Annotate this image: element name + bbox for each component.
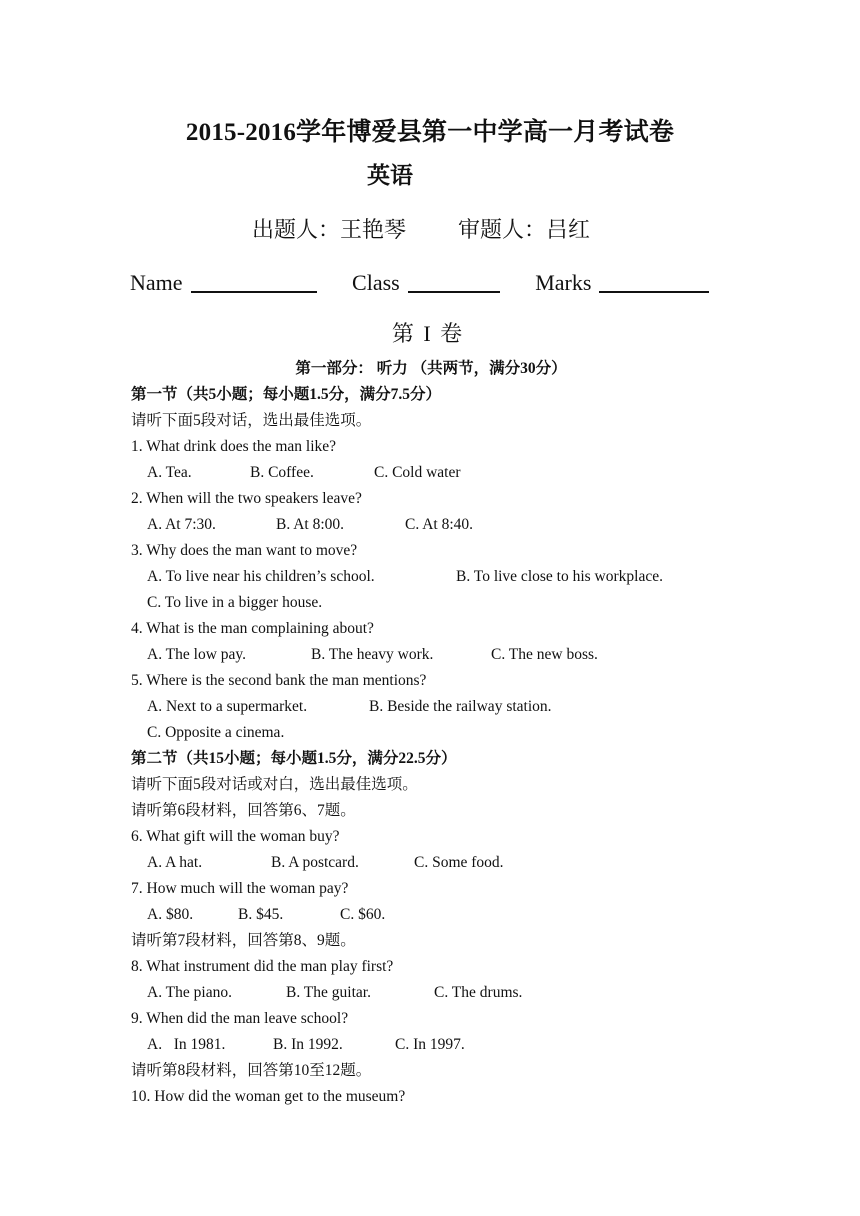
options-1 bbox=[131, 460, 771, 486]
name-label: Name bbox=[130, 270, 183, 295]
setter: 出题人：王艳琴 bbox=[252, 217, 407, 242]
option-1c: C. Cold water bbox=[374, 464, 461, 481]
option-5c: C. Opposite a cinema. bbox=[147, 724, 285, 741]
exam-title: 2015-2016学年博爱县第一中学高一月考试卷 bbox=[185, 119, 675, 146]
options-9 bbox=[131, 1032, 771, 1058]
option-7b: B. $45. bbox=[238, 906, 284, 923]
question-2: 2. When will the two speakers leave? bbox=[131, 490, 362, 507]
option-7c: C. $60. bbox=[340, 906, 386, 923]
part1-heading: 第一部分： 听力 （共两节，满分30分） bbox=[295, 360, 567, 377]
name-field[interactable] bbox=[130, 270, 317, 296]
options-8 bbox=[131, 980, 771, 1006]
question-9: 9. When did the man leave school? bbox=[131, 1010, 349, 1027]
marks-field[interactable] bbox=[535, 270, 709, 296]
option-3b: B. To live close to his workplace. bbox=[456, 568, 663, 585]
options-6 bbox=[131, 850, 771, 876]
option-6b: B. A postcard. bbox=[271, 854, 359, 871]
material-7-instruction: 请听第7段材料，回答第8、9题。 bbox=[131, 932, 356, 949]
marks-blank[interactable] bbox=[599, 273, 709, 293]
option-2b: B. At 8:00. bbox=[276, 516, 345, 533]
question-4: 4. What is the man complaining about? bbox=[131, 620, 374, 637]
section1-instruction: 请听下面5段对话，选出最佳选项。 bbox=[131, 412, 372, 429]
class-label: Class bbox=[352, 270, 400, 295]
material-8-instruction: 请听第8段材料，回答第10至12题。 bbox=[131, 1062, 372, 1079]
option-4c: C. The new boss. bbox=[491, 646, 598, 663]
option-5b: B. Beside the railway station. bbox=[369, 698, 552, 715]
option-8a: A. The piano. bbox=[147, 984, 232, 1001]
options-3-cont bbox=[131, 590, 771, 616]
option-2c: C. At 8:40. bbox=[405, 516, 474, 533]
option-8b: B. The guitar. bbox=[286, 984, 371, 1001]
option-6a: A. A hat. bbox=[147, 854, 203, 871]
options-4 bbox=[131, 642, 771, 668]
exam-subject: 英语 bbox=[367, 163, 413, 188]
class-field[interactable] bbox=[352, 270, 500, 296]
volume-heading: 第 I 卷 bbox=[391, 321, 465, 346]
question-10: 10. How did the woman get to the museum? bbox=[131, 1088, 406, 1105]
question-5: 5. Where is the second bank the man mentions? bbox=[131, 672, 427, 689]
option-3c: C. To live in a bigger house. bbox=[147, 594, 323, 611]
options-7 bbox=[131, 902, 771, 928]
material-6-instruction: 请听第6段材料，回答第6、7题。 bbox=[131, 802, 356, 819]
authors-line bbox=[252, 213, 590, 244]
question-7: 7. How much will the woman pay? bbox=[131, 880, 349, 897]
options-2 bbox=[131, 512, 771, 538]
question-3: 3. Why does the man want to move? bbox=[131, 542, 358, 559]
option-9a: A. In 1981. bbox=[147, 1036, 226, 1053]
reviewer: 审题人：吕红 bbox=[458, 217, 591, 242]
section1-heading: 第一节（共5小题；每小题1.5分，满分7.5分） bbox=[131, 386, 442, 403]
option-9c: C. In 1997. bbox=[395, 1036, 465, 1053]
option-6c: C. Some food. bbox=[414, 854, 504, 871]
options-5 bbox=[131, 694, 771, 720]
option-7a: A. $80. bbox=[147, 906, 194, 923]
options-5-cont bbox=[131, 720, 771, 746]
option-3a: A. To live near his children’s school. bbox=[147, 568, 375, 585]
marks-label: Marks bbox=[535, 270, 592, 295]
name-blank[interactable] bbox=[191, 273, 317, 293]
option-1a: A. Tea. bbox=[147, 464, 192, 481]
option-4b: B. The heavy work. bbox=[311, 646, 434, 663]
option-8c: C. The drums. bbox=[434, 984, 523, 1001]
question-8: 8. What instrument did the man play first? bbox=[131, 958, 394, 975]
section2-instruction: 请听下面5段对话或对白，选出最佳选项。 bbox=[131, 776, 418, 793]
option-5a: A. Next to a supermarket. bbox=[147, 698, 308, 715]
option-2a: A. At 7:30. bbox=[147, 516, 216, 533]
student-info-row bbox=[130, 270, 739, 296]
listening-part bbox=[131, 356, 771, 1110]
option-4a: A. The low pay. bbox=[147, 646, 247, 663]
option-9b: B. In 1992. bbox=[273, 1036, 343, 1053]
question-1: 1. What drink does the man like? bbox=[131, 438, 337, 455]
question-6: 6. What gift will the woman buy? bbox=[131, 828, 340, 845]
section2-heading: 第二节（共15小题；每小题1.5分，满分22.5分） bbox=[131, 750, 457, 767]
options-3 bbox=[131, 564, 771, 590]
class-blank[interactable] bbox=[408, 273, 500, 293]
option-1b: B. Coffee. bbox=[250, 464, 314, 481]
